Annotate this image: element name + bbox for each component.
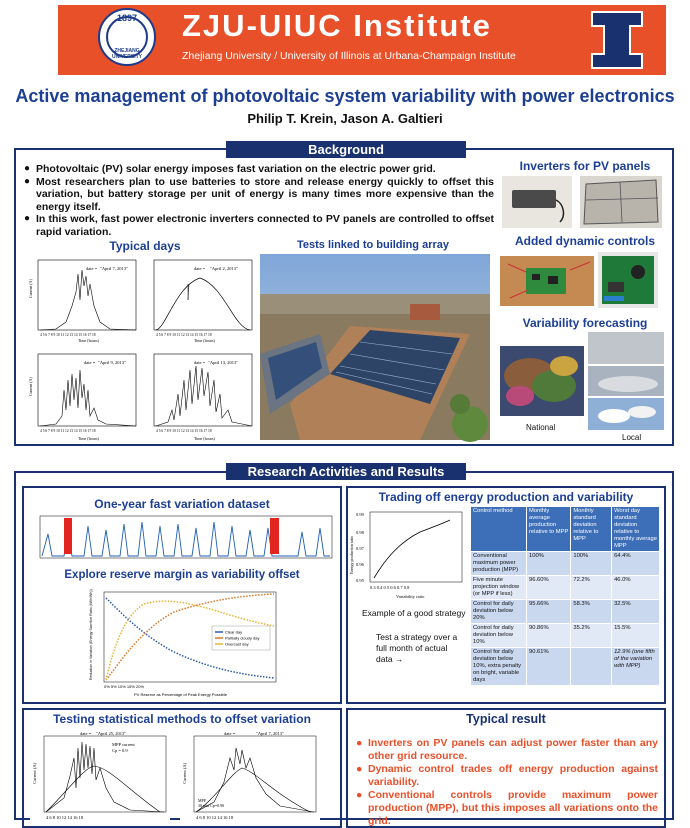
x-axis-label: Time (hours) (78, 338, 99, 343)
typical-days-heading: Typical days (109, 239, 181, 253)
day-plot-2 (142, 256, 256, 344)
background-bullet: ● In this work, fast power electronic inverters connected to PV panels are controlled to offset rapid variation. (24, 213, 494, 238)
poster-title: Active management of photovoltaic system variability with power electronics (15, 86, 675, 106)
plot-frame (44, 736, 166, 812)
institute-subtitle: Zhejiang University / University of Illinois at Urbana-Champaign Institute (182, 50, 516, 62)
table-row (471, 576, 660, 600)
result-item: ● Conventional controls provide maximum power production (MPP), but this imposes all variations onto the grid. (356, 789, 658, 828)
yearly-series (42, 522, 330, 556)
stat-plot-1 (30, 728, 170, 820)
x-axis-label: Time (hours) (194, 436, 215, 441)
logo-year: 1897 (116, 13, 138, 23)
result-item: ● Inverters on PV panels can adjust power faster than any other grid resource. (356, 737, 658, 763)
table-cell: 12.9% (one fifth of the variation with MPP) (612, 648, 660, 686)
table-cell: 58.3% (571, 600, 612, 624)
y-tick-label: 0.97 (356, 546, 364, 551)
current-trace (156, 278, 250, 330)
table-cell: Control for daily deviation below 10%, extra penalty on bright, variable days (471, 648, 527, 686)
table-cell: 100% (527, 552, 571, 576)
date-value: "April 25, 2013" (96, 731, 127, 736)
stat-plot-2 (180, 728, 320, 820)
current-trace (40, 370, 136, 426)
date-label: date = (80, 731, 92, 736)
y-axis-label: Current (A) (28, 279, 33, 298)
reserve-legend (212, 626, 270, 650)
date-label: date = (84, 360, 96, 365)
current-trace (40, 270, 136, 330)
plot-frame (370, 512, 462, 582)
table-cell: 90.86% (527, 624, 571, 648)
table-header-cell: Monthly average production relative to MPP (527, 507, 571, 552)
local-caption: Local (622, 433, 642, 442)
current-dip (188, 284, 189, 300)
table-cell: 100% (571, 552, 612, 576)
x-tick-labels: 4 6 8 10 12 14 16 18 (46, 815, 84, 820)
date-label: date = (194, 266, 206, 271)
tradeoff-heading: Trading off energy production and variability (378, 490, 634, 504)
table-cell: 46.0% (612, 576, 660, 600)
date-label: date = (194, 360, 206, 365)
x-tick-labels: 4 5 6 7 8 9 10 11 12 13 14 15 16 17 18 (40, 429, 96, 433)
y-axis-label: Energy production ratio (349, 535, 354, 574)
research-header: Research Activities and Results (226, 463, 466, 480)
table-cell: 64.4% (612, 552, 660, 576)
background-bullet: ● Most researchers plan to use batteries to store and release energy quickly to offset this variation, but battery storage per unit of energy is many times more expensive than the energy itself. (24, 176, 494, 214)
national-forecast-map (500, 346, 584, 416)
background-header: Background (226, 141, 466, 158)
legend-mpp: MPP current (112, 742, 135, 747)
highlight-2 (270, 518, 279, 554)
current-trace (156, 366, 252, 426)
background-bullets (24, 163, 494, 238)
x-axis-label: Time (hours) (194, 338, 215, 343)
x-tick-labels: 0.3 0.4 0.5 0.6 0.7 0.8 (370, 585, 410, 590)
legend-cp: 30 min Cp=0.90 (198, 803, 225, 808)
table-cell: Control for daily deviation below 20% (471, 600, 527, 624)
table-cell: 96.60% (527, 576, 571, 600)
tests-linked-heading: Tests linked to building array (297, 239, 449, 251)
poster-authors: Philip T. Krein, Jason A. Galtieri (247, 111, 443, 126)
reserve-heading: Explore reserve margin as variability offset (64, 569, 300, 581)
legend-mpp: MPP (198, 798, 207, 803)
x-axis-label: Time (hours) (78, 436, 99, 441)
table-cell: Five minute projection window (or MPP if less) (471, 576, 527, 600)
legend-cp: Cp = 0.9 (112, 748, 128, 753)
inverter-photo-1 (502, 176, 572, 228)
date-value: "April 7, 2013" (100, 266, 128, 271)
table-header-cell: Monthly standard deviation relative to MPP (571, 507, 612, 552)
building-array-photo (260, 254, 490, 440)
table-row (471, 648, 660, 686)
x-tick-labels: 4 5 6 7 8 9 10 11 12 13 14 15 16 17 18 (40, 333, 96, 337)
table-cell: 95.66% (527, 600, 571, 624)
date-label: date = (224, 731, 236, 736)
results-table (470, 506, 660, 686)
svg-text:Partially cloudy day: Partially cloudy day (225, 635, 260, 641)
x-tick-labels: 0% 5% 10% 15% 20% (104, 684, 145, 689)
test-strategy-caption: Test a strategy over a full month of actual data → (376, 632, 458, 664)
local-sky-photo-3 (588, 398, 664, 430)
dynamic-controls-heading: Added dynamic controls (514, 234, 656, 248)
typical-result-heading: Typical result (466, 712, 546, 726)
inverter-photo-2 (580, 176, 662, 228)
reserve-margin-plot (84, 586, 280, 700)
table-cell (571, 648, 612, 686)
local-sky-photo-1 (588, 332, 664, 364)
date-value: "April 9, 2013" (98, 360, 126, 365)
table-row (471, 624, 660, 648)
table-cell: Control for daily deviation below 10% (471, 624, 527, 648)
table-cell: 72.2% (571, 576, 612, 600)
y-tick-label: 0.96 (356, 562, 364, 567)
national-caption: National (526, 423, 556, 432)
table-header-row (471, 507, 660, 552)
table-cell: Conventional maximum power production (MPP) (471, 552, 527, 576)
day-plot-3 (26, 350, 140, 442)
table-header-cell: Control method (471, 507, 527, 552)
y-tick-label: 0.95 (356, 578, 364, 583)
good-strategy-caption: Example of a good strategy (362, 608, 466, 618)
results-list (356, 737, 658, 828)
table-cell: 32.5% (612, 600, 660, 624)
logo-text: ZHEJIANG UNIVERSITY (111, 48, 142, 60)
tradeoff-plot (350, 508, 466, 602)
date-value: "April 2, 2013" (210, 266, 238, 271)
y-axis-label: Current (A) (32, 762, 37, 784)
date-value: "April 7, 2013" (256, 731, 284, 736)
table-header-cell: Worst day standard deviation relative to monthly average MPP (612, 507, 660, 552)
table-row (471, 552, 660, 576)
table-row (471, 600, 660, 624)
day-plot-4 (142, 350, 256, 442)
x-tick-labels: 4 5 6 7 8 9 10 11 12 13 14 15 16 17 18 (156, 333, 212, 337)
svg-text:Overcast day: Overcast day (225, 641, 249, 647)
y-axis-label: Current (A) (28, 377, 33, 396)
result-item: ● Dynamic control trades off energy production against variability. (356, 763, 658, 789)
table-cell: 35.2% (571, 624, 612, 648)
plot-frame (40, 516, 332, 558)
day-plot-1 (26, 256, 140, 344)
highlight-1 (64, 518, 72, 554)
year-dataset-plot (28, 512, 336, 562)
y-tick-label: 0.98 (356, 530, 364, 535)
tradeoff-curve (374, 520, 450, 578)
y-tick-labels: 0.99 (356, 512, 364, 517)
svg-text:Clear day: Clear day (225, 629, 243, 635)
institute-name: ZJU-UIUC Institute (182, 8, 492, 43)
table-cell: 90.61% (527, 648, 571, 686)
table-cell: 15.5% (612, 624, 660, 648)
control-board-photo-2 (598, 252, 658, 308)
control-board-photo-1 (500, 256, 594, 306)
dataset-heading: One-year fast variation dataset (94, 497, 270, 511)
x-axis-label: PV Reserve as Percentage of Peak Energy Possible (134, 692, 227, 697)
statistical-heading: Testing statistical methods to offset variation (53, 712, 311, 726)
forecasting-heading: Variability forecasting (522, 316, 648, 330)
date-value: "April 13, 2013" (208, 360, 239, 365)
background-bullet: ● Photovoltaic (PV) solar energy imposes fast variation on the electric power grid. (24, 163, 494, 176)
zju-logo (98, 8, 156, 66)
x-tick-labels: 4 6 8 10 12 14 16 18 (196, 815, 234, 820)
x-tick-labels: 4 5 6 7 8 9 10 11 12 13 14 15 16 17 18 (156, 429, 212, 433)
date-label: date = (86, 266, 98, 271)
local-sky-photo-2 (588, 366, 664, 396)
x-axis-label: Variability ratio (396, 594, 425, 599)
y-axis-label: Current (A) (182, 762, 187, 784)
inverters-heading: Inverters for PV panels (519, 159, 651, 173)
illinois-logo (588, 10, 646, 70)
y-axis-label: Reduction in Variation (Energy Sacrifice Ratio (kWh/Wh)) (89, 589, 93, 680)
control-trace (46, 766, 160, 812)
